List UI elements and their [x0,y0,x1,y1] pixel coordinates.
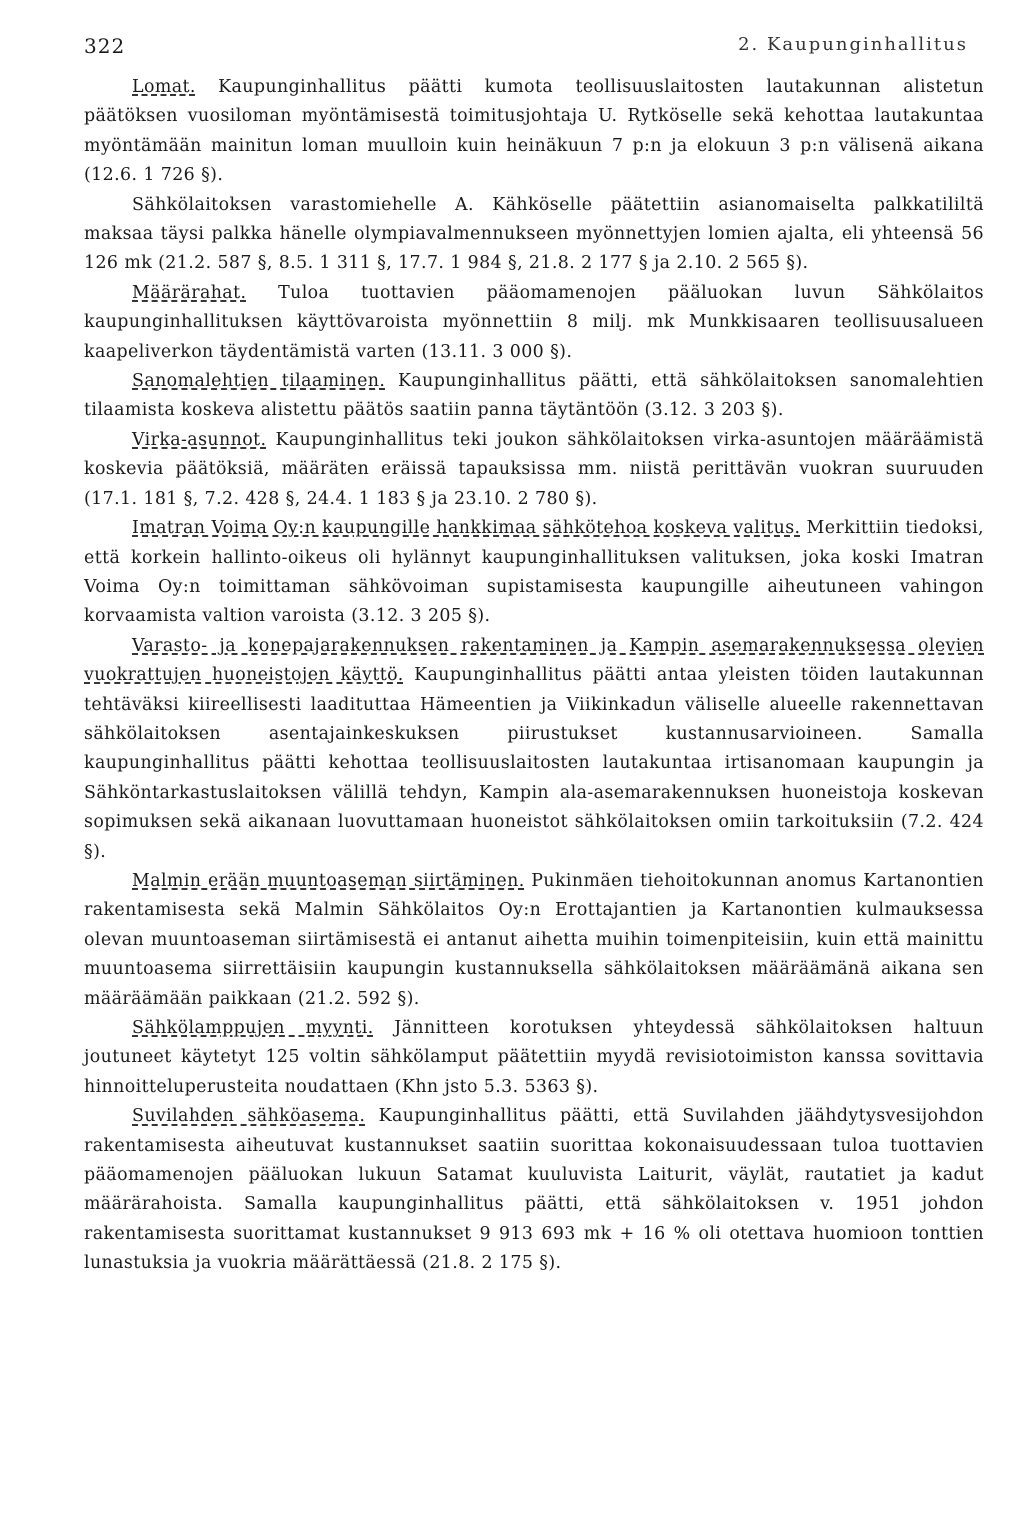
paragraph-maararahat [84,279,984,367]
paragraph-sanomalehtien-tilaaminen [84,367,984,426]
paragraph-heading: Lomat. [132,77,196,97]
page-number: 322 [84,34,126,58]
paragraph-text: Merkittiin tiedoksi, että korkein hallinto-oikeus oli hylännyt kaupunginhallituksen valituksen, joka koski Imatran Voima Oy:n toimittaman sähkövoiman supistamisesta kaupungille aiheutuneen vahingon korvaamista valtion varoista (3.12. 3 205 §). [84,518,984,627]
paragraph-text: Jännitteen korotuksen yhteydessä sähkölaitoksen haltuun joutuneet käytetyt 125 voltin sähkölamput päätettiin myydä revisiotoimiston kanssa sovittavia hinnoitteluperusteita noudattaen (Khn jsto 5.3. 5363 §). [84,1018,984,1097]
paragraph-virka-asunnot [84,426,984,514]
paragraph-heading: Sanomalehtien tilaaminen. [132,371,386,392]
paragraph-heading: Virka-asunnot. [132,429,267,450]
paragraph-imatran-voima [84,514,984,632]
paragraph-lomat [84,73,984,191]
paragraph-text: Tuloa tuottavien pääomamenojen pääluokan luvun Sähkölaitos kaupunginhallituksen käyttövaroista myönnettiin 8 milj. mk Munkkisaaren teollisuusalueen kaapeliverkon täydentämistä varten (13.11. 3 000 §). [84,282,984,362]
paragraph-text: Kaupunginhallitus päätti, että Suvilahden jäähdytysvesijohdon rakentamisesta aiheutuvat kustannukset saatiin suorittaa kokonaisuudessaan tuloa tuottavien pääomamenojen pääluokan lukuun Satamat kuuluvista Laiturit, väylät, rautatiet ja kadut määrärahoista. Samalla kaupunginhallitus päätti, että sähkölaitoksen v. 1951 johdon rakentamisesta suorittamat kustannukset 9 913 693 mk + 16 % oli otettava huomioon tonttien lunastuksia ja vuokria määrättäessä (21.8. 2 175 §). [84,1106,984,1274]
paragraph-sahkolamppujen-myynti [84,1014,984,1102]
paragraph-varasto-konepaja [84,632,984,867]
page-header [84,34,968,62]
paragraph-malmin-muuntoasema [84,867,984,1014]
paragraph-text: Kaupunginhallitus päätti antaa yleisten töiden lautakunnan tehtäväksi kiireellisesti laadituttaa Hämeentien ja Viikinkadun väliselle alueelle rakennettavan sähkölaitoksen asentajainkeskuksen piirustukset kustannusarvioineen. Samalla kaupunginhallitus päätti kehottaa teollisuuslaitosten lautakuntaa irtisanomaan kaupungin ja Sähköntarkastuslaitoksen välillä tehdyn, Kampin ala-asemarakennuksen huoneistoja koskevan sopimuksen sekä aikanaan luovuttamaan huoneistot sähkölaitoksen omiin tarkoituksiin (7.2. 424 §). [84,665,984,862]
document-body [84,73,984,1279]
paragraph-text: Kaupunginhallitus teki joukon sähkölaitoksen virka-asuntojen määräämistä koskevia päätöksiä, määräten eräissä tapauksissa mm. niistä perittävän vuokran suuruuden (17.1. 181 §, 7.2. 428 §, 24.4. 1 183 § ja 23.10. 2 780 §). [84,429,984,509]
paragraph-heading: Sähkölamppujen myynti. [132,1018,374,1038]
paragraph-text: Pukinmäen tiehoitokunnan anomus Kartanontien rakentamisesta sekä Malmin Sähkölaitos Oy:n Erottajantien ja Kartanontien kulmauksessa olevan muuntoaseman siirtämisestä ei antanut aihetta muihin toimenpiteisiin, kuin että mainittu muuntoasema siirrettäisiin kaupungin kustannuksella sähkölaitoksen määräämänä aikana sen määräämään paikkaan (21.2. 592 §). [84,870,984,1009]
paragraph-heading: Malmin erään muuntoaseman siirtäminen. [132,870,525,891]
paragraph-text: Kaupunginhallitus päätti, että sähkölaitoksen sanomalehtien tilaamista koskeva alistettu päätös saatiin panna täytäntöön (3.12. 3 203 §). [84,371,984,421]
paragraph-heading: Suvilahden sähköasema. [132,1106,366,1127]
paragraph-varastomies [84,191,984,279]
paragraph-text: Sähkölaitoksen varastomiehelle A. Kähköselle päätettiin asianomaiselta palkkatililtä maksaa täysi palkka hänelle olympiavalmennukseen myönnettyjen lomien ajalta, eli yhteensä 56 126 mk (21.2. 587 §, 8.5. 1 311 §, 17.7. 1 984 §, 21.8. 2 177 § ja 2.10. 2 565 §). [84,194,984,274]
paragraph-text: Kaupunginhallitus päätti kumota teollisuuslaitosten lautakunnan alistetun päätöksen vuosiloman myöntämisestä toimitusjohtaja U. Rytköselle sekä kehottaa lautakuntaa myöntämään mainitun loman muulloin kuin heinäkuun 7 p:n ja elokuun 3 p:n välisenä aikana (12.6. 1 726 §). [84,77,984,186]
paragraph-heading: Määrärahat. [132,282,247,303]
paragraph-heading: Imatran Voima Oy:n kaupungille hankkimaa sähkötehoa koskeva valitus. [132,518,801,539]
running-head: 2. Kaupunginhallitus [738,34,968,55]
paragraph-heading: Varasto- ja konepajarakennuksen rakentaminen ja Kampin asemarakennuksessa olevien vuokrattujen huoneistojen käyttö. [84,635,984,686]
paragraph-suvilahden-sahkoasema [84,1102,984,1278]
